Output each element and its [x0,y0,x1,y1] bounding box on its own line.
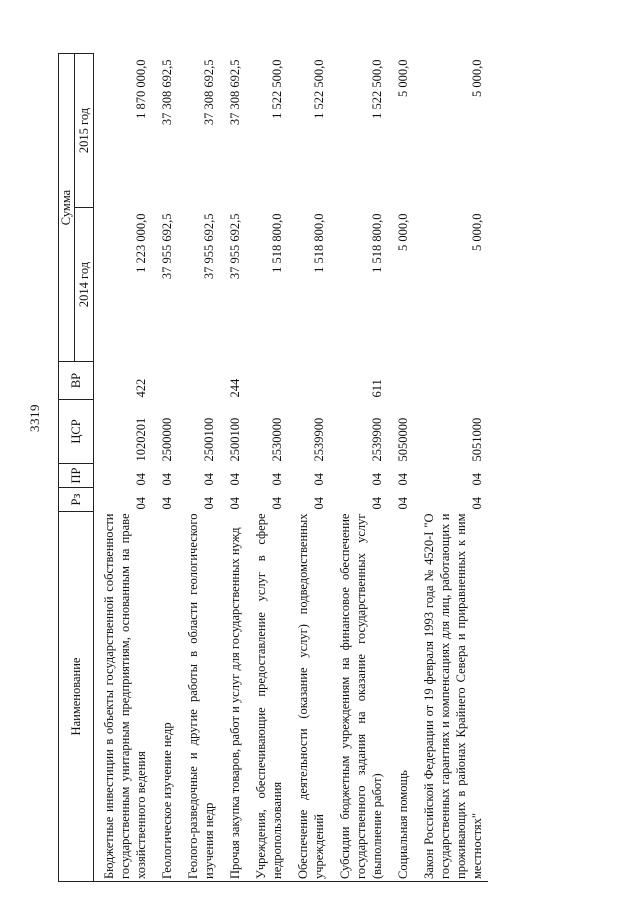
row-sum-2015: 37 308 692,5 [228,59,242,126]
table-row [388,54,414,882]
row-rz: 04 [470,497,484,510]
page-number: 3319 [27,404,42,432]
table-row [94,54,153,882]
row-sum-2014: 1 518 800,0 [312,213,326,273]
row-pr: 04 [228,473,242,486]
row-sum-2015: 5 000,0 [470,59,484,97]
table-row [414,54,488,882]
row-rz: 04 [396,497,410,510]
row-rz: 04 [228,497,242,510]
row-sum-2014: 1 518 800,0 [370,213,384,273]
row-name: Прочая закупка товаров, работ и услуг для государственных нужд [228,527,242,879]
row-pr: 04 [312,473,326,486]
row-vr [152,362,178,400]
table-row [330,54,388,882]
row-sum-2014: 1 518 800,0 [270,213,284,273]
row-csr: 2500100 [228,417,242,462]
row-pr: 04 [134,473,148,486]
table-row [246,54,288,882]
row-name: Субсидии бюджетным учреждениям на финансовое обеспечение государственного задания на оказание государственных услуг (выполнение работ) [338,513,384,879]
header-name: Наименование [59,512,94,882]
row-vr: 611 [370,379,384,398]
row-csr: 5051000 [470,417,484,462]
row-sum-2015: 37 308 692,5 [160,59,174,126]
table-row [288,54,330,882]
row-csr: 2530000 [270,417,284,462]
row-name: Бюджетные инвестиции в объекты государственной собственности государственным унитарным предприятиям, основанным на праве хозяйственного ведения [102,513,148,879]
table-row [178,54,220,882]
row-csr: 2500100 [202,417,216,462]
row-vr [414,362,488,400]
row-sum-2015: 5 000,0 [396,59,410,97]
row-sum-2015: 1 522 500,0 [312,59,326,119]
row-name: Геолого-разведочные и другие работы в области геологического изучения недр [186,513,216,879]
row-pr: 04 [470,473,484,486]
header-year-2015: 2015 год [75,54,94,208]
table-body [94,54,489,882]
row-csr: 2539900 [370,417,384,462]
header-year-2014: 2014 год [75,208,94,362]
row-vr: 422 [134,378,148,398]
row-sum-2014: 37 955 692,5 [160,213,174,280]
row-name: Социальная помощь [396,770,410,879]
row-sum-2015: 37 308 692,5 [202,59,216,126]
row-vr: 244 [228,378,242,398]
row-name: Геологическое изучение недр [160,722,174,879]
row-pr: 04 [270,473,284,486]
row-rz: 04 [160,497,174,510]
row-vr [288,362,330,400]
row-csr: 5050000 [396,417,410,462]
table-row [220,54,246,882]
header-csr: ЦСР [59,400,94,464]
row-sum-2014: 37 955 692,5 [202,213,216,280]
row-rz: 04 [370,497,384,510]
row-csr: 2539900 [312,417,326,462]
header-pr: ПР [59,464,94,488]
header-vr: ВР [59,362,94,400]
row-pr: 04 [160,473,174,486]
row-rz: 04 [312,497,326,510]
row-name: Закон Российской Федерации от 19 февраля 1993 года № 4520-I "О государственных гарантиях и компенсациях для лиц, работающих и проживающих в районах Крайнего Севера и приравненных к ним местностях" [422,513,484,879]
row-sum-2015: 1 870 000,0 [134,59,148,119]
header-sum: Сумма [59,54,75,362]
row-pr: 04 [370,473,384,486]
row-rz: 04 [270,497,284,510]
row-vr [246,362,288,400]
row-pr: 04 [396,473,410,486]
budget-table [58,53,488,882]
table-row [152,54,178,882]
row-vr [388,362,414,400]
budget-table-sheet [58,54,580,882]
row-rz: 04 [134,497,148,510]
row-csr: 1020201 [134,417,148,462]
row-sum-2014: 37 955 692,5 [228,213,242,280]
row-sum-2014: 5 000,0 [396,213,410,251]
row-sum-2015: 1 522 500,0 [370,59,384,119]
row-rz: 04 [202,497,216,510]
header-rz: Рз [59,488,94,512]
row-sum-2015: 1 522 500,0 [270,59,284,119]
row-pr: 04 [202,473,216,486]
row-name: Учреждения, обеспечивающие предоставление услуг в сфере недропользования [254,513,284,879]
row-csr: 2500000 [160,417,174,462]
row-sum-2014: 5 000,0 [470,213,484,251]
row-vr [178,362,220,400]
row-sum-2014: 1 223 000,0 [134,213,148,273]
row-name: Обеспечение деятельности (оказание услуг) подведомственных учреждений [296,513,326,879]
table-header [59,54,94,882]
